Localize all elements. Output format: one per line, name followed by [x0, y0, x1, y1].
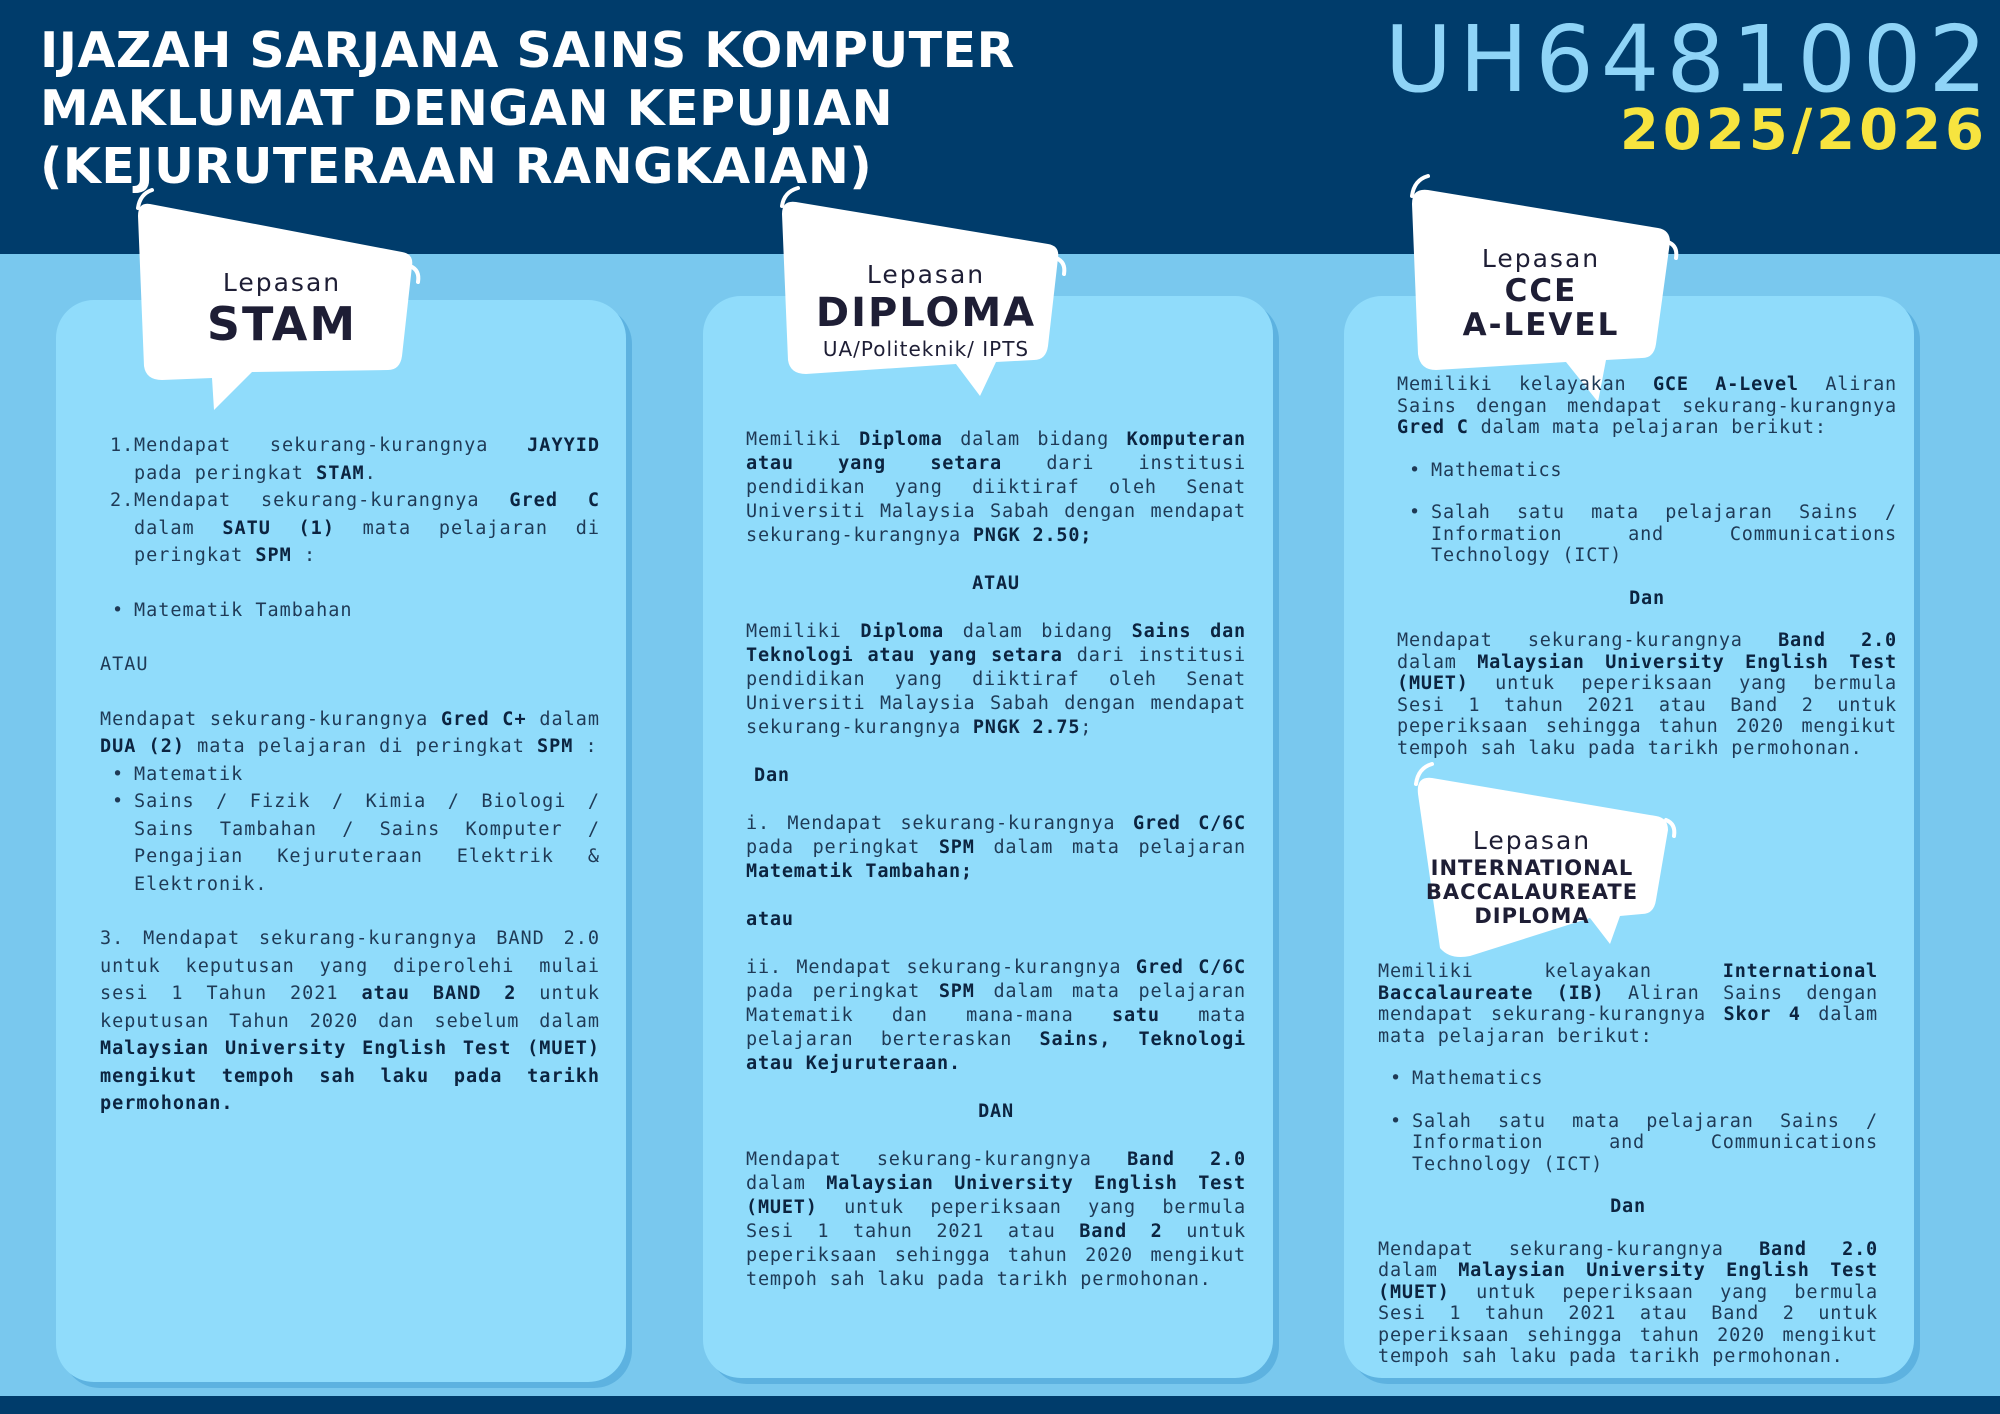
separator-atau [746, 572, 1246, 596]
text-bold: Gred C/6C [1135, 957, 1246, 978]
ib-speech-bubble [1410, 770, 1710, 970]
text-bold: Sains dan Teknologi atau yang setara [746, 621, 1246, 666]
title-line-3: (KEJURUTERAAN RANGKAIAN) [40, 138, 873, 195]
bullet-icon: • [112, 763, 125, 785]
text-bold: ATAU [972, 573, 1020, 594]
list-item [1397, 460, 1897, 482]
text: Aliran Sains dengan mendapat sekurang-kurangnya [1397, 374, 1897, 417]
title-line-2: MAKLUMAT DENGAN KEPUJIAN [40, 80, 894, 137]
bullet-icon: • [112, 791, 125, 812]
text-bold: Band 2.0 [1778, 630, 1897, 651]
text: mata pelajaran di peringkat [184, 736, 537, 757]
text-bold: atau BAND 2 [361, 983, 517, 1004]
bubble-label-sub: UA/Politeknik/ IPTS [822, 337, 1030, 361]
text: dalam mata pelajaran berikut: [1468, 417, 1827, 438]
separator-atau [746, 908, 1246, 932]
text-bold: STAM [316, 462, 365, 484]
text: Mendapat sekurang-kurangnya [1397, 630, 1779, 651]
list-item [1378, 1111, 1878, 1176]
text: untuk keputusan Tahun 2020 dan sebelum dalam [100, 983, 601, 1032]
text: dalam [526, 708, 601, 730]
paragraph [746, 956, 1246, 1076]
text: i. Mendapat sekurang-kurangnya [746, 813, 1133, 834]
text: 3. Mendapat sekurang-kurangnya BAND 2.0 untuk keputusan yang diperolehi mulai sesi 1 Tahun 2021 [100, 928, 600, 1004]
text-bold: SPM [536, 736, 574, 757]
list-item [1397, 502, 1897, 567]
stam-speech-bubble [132, 196, 432, 416]
text: dalam [134, 517, 223, 539]
text-bold: SPM [938, 981, 975, 1002]
text: Mendapat sekurang-kurangnya [100, 708, 442, 730]
text: pada peringkat [746, 981, 939, 1002]
text: untuk peperiksaan yang bermula Sesi 1 tahun 2021 atau [746, 1197, 1246, 1242]
academic-year: 2025/2026 [1619, 98, 1988, 163]
text: untuk peperiksaan yang bermula Sesi 1 tahun 2021 atau Band 2 untuk peperiksaan sehingga tahun 2020 mengikut tempoh sah laku pada tarikh permohonan. [1378, 1281, 1878, 1367]
text: untuk peperiksaan yang bermula Sesi 1 tahun 2021 atau Band 2 untuk peperiksaan sehingga tahun 2020 mengikut tempoh sah laku pada tarikh permohonan. [1397, 673, 1897, 759]
text: Aliran Sains dengan mendapat sekurang-kurangnya [1378, 982, 1878, 1025]
text: ; [1080, 717, 1093, 738]
alevel-requirements [1397, 374, 1897, 759]
text: Salah satu mata pelajaran Sains / Information and Communications Technology (ICT) [1412, 1110, 1878, 1175]
page-title [40, 22, 1015, 196]
text: dalam [1397, 651, 1478, 673]
text: dalam mata pelajaran [974, 837, 1246, 858]
title-line-1: IJAZAH SARJANA SAINS KOMPUTER [40, 22, 1015, 79]
text-bold: Malaysian University English Test (MUET) [1397, 651, 1897, 694]
paragraph [100, 925, 600, 1118]
text-bold: Band 2 [1079, 1221, 1163, 1242]
list-item [1378, 1068, 1878, 1090]
paragraph [746, 620, 1246, 740]
stam-requirements [100, 432, 600, 1118]
text: Matematik [134, 763, 244, 785]
text-bold: Dan [1610, 1196, 1646, 1217]
text-bold: PNGK 2.50; [972, 525, 1093, 546]
text: dalam [746, 1173, 827, 1194]
text-bold: SATU (1) [222, 517, 335, 539]
text: : [291, 545, 317, 566]
list-item [100, 788, 600, 898]
separator-dan [746, 764, 1246, 788]
text: Mendapat sekurang-kurangnya [134, 435, 528, 456]
diploma-requirements [746, 428, 1246, 1292]
text: . [364, 462, 377, 484]
text-bold: Diploma [860, 621, 944, 642]
text: dalam bidang [943, 621, 1132, 642]
bubble-label-big: DIPLOMA [815, 290, 1037, 336]
text: dalam mata pelajaran berikut: [1378, 1004, 1878, 1047]
text-bold: JAYYID [527, 435, 600, 456]
separator-dan [1378, 1196, 1878, 1218]
text: ii. Mendapat sekurang-kurangnya [746, 957, 1136, 978]
paragraph [746, 812, 1246, 884]
text: pada peringkat [134, 462, 317, 484]
text-bold: Dan [754, 765, 790, 786]
bullet-icon: • [1409, 459, 1421, 481]
paragraph [1397, 374, 1897, 439]
text: dalam mata pelajaran Matematik dan mana-mana [746, 981, 1246, 1026]
text: Mendapat sekurang-kurangnya [134, 490, 510, 511]
text-bold: Matematik Tambahan; [746, 861, 973, 882]
text: mata pelajaran di peringkat [134, 517, 600, 566]
text: dalam [1378, 1260, 1459, 1281]
text: Matematik Tambahan [134, 599, 353, 621]
paragraph [100, 706, 600, 761]
text-bold: PNGK 2.75 [972, 717, 1081, 738]
paragraph [746, 428, 1246, 548]
text: dari institusi pendidikan yang diiktiraf oleh Senat Universiti Malaysia Sabah dengan mendapat sekurang-kurangnya [746, 645, 1247, 738]
bubble-label-small: Lepasan [222, 268, 342, 297]
list-item [100, 597, 600, 625]
text: : [573, 736, 598, 757]
list-number: 2. [110, 490, 135, 511]
bubble-label-small: Lepasan [1472, 826, 1592, 855]
list-item [100, 761, 600, 789]
bullet-icon: • [1390, 1068, 1402, 1089]
bubble-label-small: Lepasan [1481, 244, 1601, 273]
text-bold: SPM [938, 837, 975, 858]
text-bold: Gred C [1397, 417, 1469, 438]
text: dalam bidang [942, 429, 1127, 450]
programme-code: UH6481002 [1384, 6, 1994, 113]
text-bold: Sains, Teknologi atau Kejuruteraan. [746, 1029, 1246, 1074]
text-bold: atau [746, 909, 794, 930]
text-bold: Skor 4 [1723, 1004, 1801, 1025]
bubble-label-big-2: A-LEVEL [1462, 307, 1620, 343]
text-bold: satu [1112, 1005, 1160, 1026]
text: Mendapat sekurang-kurangnya [746, 1149, 1128, 1170]
text: untuk peperiksaan sehingga tahun 2020 mengikut tempoh sah laku pada tarikh permohonan. [746, 1221, 1246, 1290]
text-bold: DAN [978, 1101, 1014, 1122]
footer-bar [0, 1396, 2000, 1414]
text-bold: Komputeran atau yang setara [746, 429, 1246, 474]
bubble-label-2: BACCALAUREATE [1425, 880, 1639, 904]
text: Memiliki kelayakan [1378, 961, 1723, 982]
text-bold: Malaysian University English Test (MUET) [1378, 1260, 1878, 1303]
text: dari institusi pendidikan yang diiktiraf oleh Senat Universiti Malaysia Sabah dengan mendapat sekurang-kurangnya [746, 453, 1246, 546]
text-bold: Gred C+ [441, 708, 527, 730]
paragraph [1397, 630, 1897, 759]
bullet-icon: • [112, 599, 125, 621]
bubble-label-big-1: CCE [1504, 273, 1578, 309]
bullet-icon: • [1390, 1110, 1402, 1132]
text-bold: GCE A-Level [1652, 374, 1799, 395]
bubble-label-small: Lepasan [866, 260, 986, 289]
list-item [100, 432, 600, 487]
text: Sains / Fizik / Kimia / Biologi / Sains Tambahan / Sains Komputer / Pengajian Kejuruteraan Elektrik & Elektronik. [134, 791, 600, 895]
text-bold: Gred C/6C [1132, 813, 1246, 834]
text: Memiliki kelayakan [1397, 374, 1653, 395]
list-item [100, 487, 600, 570]
diploma-speech-bubble [776, 194, 1076, 414]
text: mata pelajaran berteraskan [746, 1005, 1246, 1050]
bubble-label-3: DIPLOMA [1474, 904, 1590, 928]
text-bold: Dan [1629, 587, 1665, 609]
text: Memiliki [746, 429, 860, 450]
paragraph [1378, 1239, 1878, 1368]
text-bold: Malaysian University English Test (MUET) mengikut tempoh sah laku pada tarikh permohonan. [100, 1038, 600, 1114]
separator-dan [746, 1100, 1246, 1124]
text-bold: DUA (2) [100, 736, 185, 757]
text-bold: Malaysian University English Test (MUET) [746, 1173, 1246, 1218]
separator-atau: ATAU [100, 654, 149, 675]
text: Salah satu mata pelajaran Sains / Information and Communications Technology (ICT) [1431, 502, 1897, 566]
text-bold: Band 2.0 [1759, 1238, 1878, 1260]
text-bold: Gred C [509, 490, 600, 511]
bubble-label-1: INTERNATIONAL [1430, 856, 1634, 880]
text: Mendapat sekurang-kurangnya [1378, 1238, 1760, 1260]
text-bold: Diploma [859, 429, 943, 450]
bubble-label-big: STAM [206, 297, 358, 351]
bullet-icon: • [1409, 502, 1421, 523]
text: Mathematics [1412, 1068, 1544, 1089]
text-bold: Band 2.0 [1127, 1149, 1246, 1170]
text-bold: SPM [255, 545, 292, 566]
text: Memiliki [746, 621, 861, 642]
text: Mathematics [1431, 459, 1563, 481]
paragraph [1378, 961, 1878, 1047]
separator-dan [1397, 588, 1897, 610]
ib-requirements [1378, 961, 1878, 1368]
paragraph [746, 1148, 1246, 1292]
list-number: 1. [110, 435, 135, 456]
text: pada peringkat [746, 837, 939, 858]
text-bold: International Baccalaureate (IB) [1378, 961, 1878, 1004]
